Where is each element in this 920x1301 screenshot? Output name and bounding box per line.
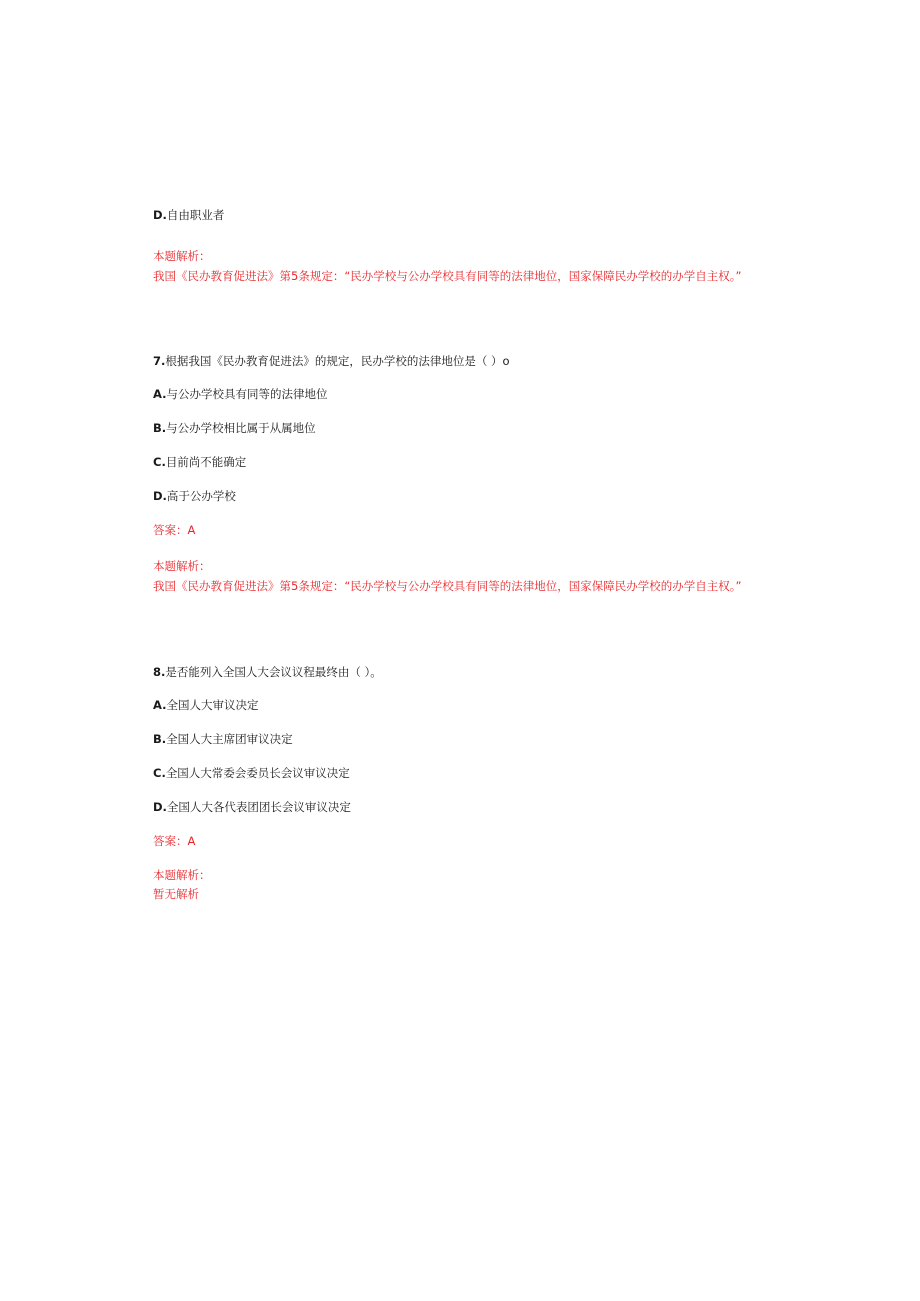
- option-letter: D.: [153, 208, 167, 222]
- option-letter: A.: [153, 698, 167, 712]
- question-7-option-a: [153, 386, 327, 402]
- question-7-analysis-label: 本题解析：: [153, 559, 211, 573]
- question-text: 根据我国《民办教育促进法》的规定，民办学校的法律地位是（ ）o: [165, 354, 510, 368]
- prev-analysis-text: 我国《民办教育促进法》第5条规定：“民办学校与公办学校具有同等的法律地位，国家保障民办学校的办学自主权。”: [153, 269, 742, 283]
- option-text: 全国人大常委会委员长会议审议决定: [165, 766, 350, 780]
- question-7-answer: 答案：A: [153, 523, 196, 537]
- question-8-option-b: [153, 731, 293, 747]
- option-text: 与公办学校具有同等的法律地位: [166, 387, 328, 401]
- option-letter: D.: [153, 800, 167, 814]
- question-8-stem: [153, 664, 382, 680]
- prev-analysis-label: 本题解析：: [153, 249, 211, 263]
- option-text: 全国人大各代表团团长会议审议决定: [166, 800, 351, 814]
- option-text: 与公办学校相比属于从属地位: [166, 421, 316, 435]
- option-text: 自由职业者: [166, 208, 225, 222]
- question-7-analysis-text: 我国《民办教育促进法》第5条规定：“民办学校与公办学校具有同等的法律地位，国家保障民办学校的办学自主权。”: [153, 579, 742, 593]
- question-8-option-d: [153, 799, 351, 815]
- question-8-answer: 答案：A: [153, 834, 196, 848]
- option-letter: D.: [153, 489, 167, 503]
- question-number: 8.: [153, 665, 166, 679]
- option-letter: C.: [153, 766, 166, 780]
- question-number: 7.: [153, 354, 166, 368]
- prev-option-d: [153, 207, 224, 223]
- option-text: 目前尚不能确定: [165, 455, 247, 469]
- question-7-option-d: [153, 488, 236, 504]
- option-text: 高于公办学校: [166, 489, 236, 503]
- option-letter: B.: [153, 732, 167, 746]
- question-8-analysis-text: 暂无解析: [153, 887, 199, 901]
- question-7-option-b: [153, 420, 316, 436]
- option-letter: C.: [153, 455, 166, 469]
- question-7-stem: [153, 353, 510, 369]
- question-8-option-c: [153, 765, 350, 781]
- question-7-option-c: [153, 454, 246, 470]
- option-text: 全国人大审议决定: [166, 698, 259, 712]
- question-text: 是否能列入全国人大会议议程最终由（ ）。: [165, 665, 382, 679]
- question-8-option-a: [153, 697, 258, 713]
- option-letter: B.: [153, 421, 167, 435]
- option-text: 全国人大主席团审议决定: [166, 732, 293, 746]
- option-letter: A.: [153, 387, 167, 401]
- question-8-analysis-label: 本题解析：: [153, 868, 211, 882]
